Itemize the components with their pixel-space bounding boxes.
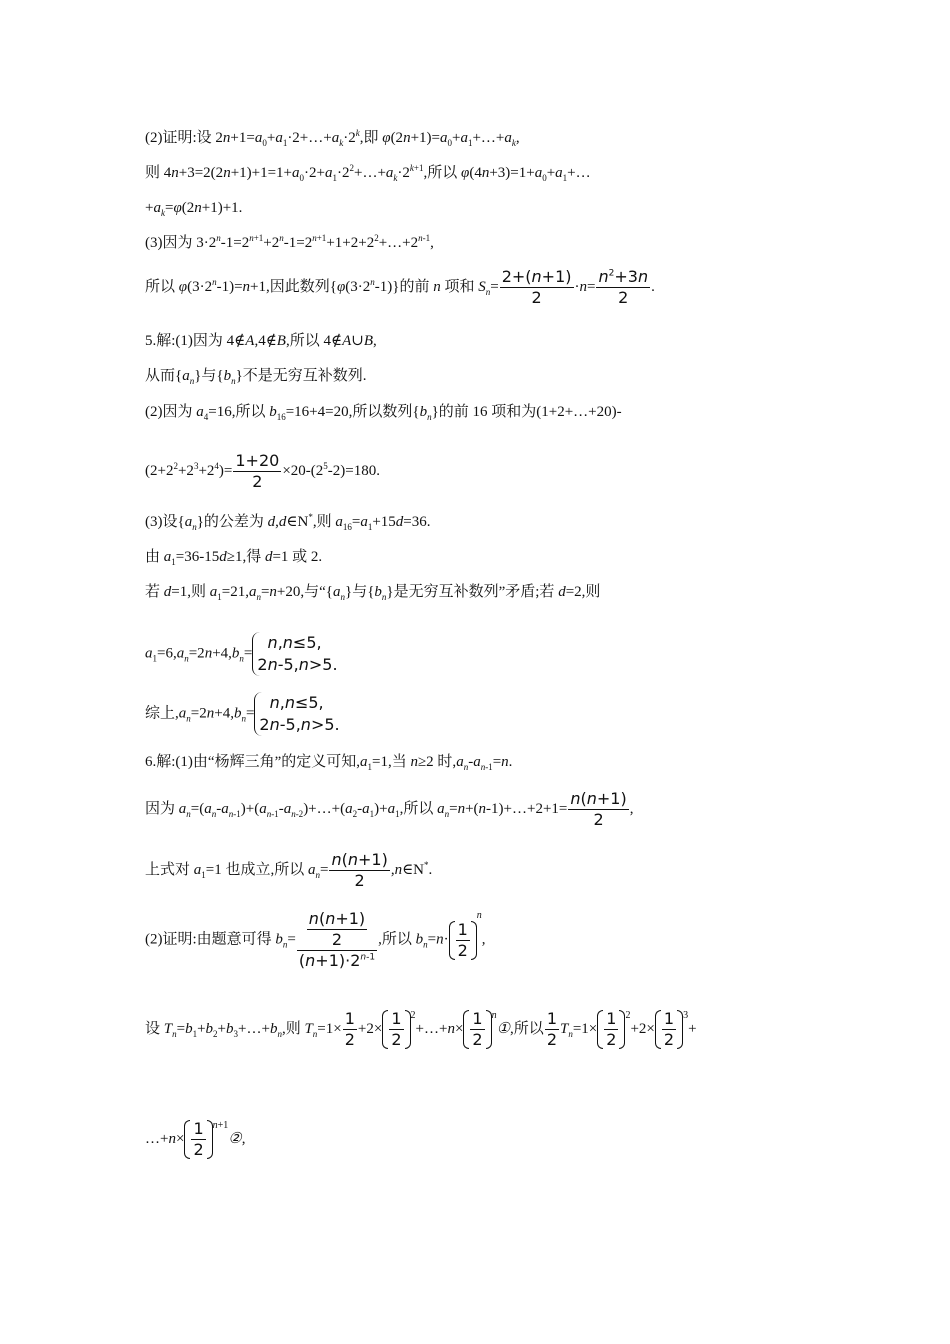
text-line-14: 综上$,a_n=2n+4,b_n=$ n,n≤5, 2n-5,n>5. xyxy=(145,693,340,734)
parenthesized-fraction: $\frac{1}{2}$ xyxy=(463,1010,491,1049)
fraction: $\frac{n^2+3n}{2}$ xyxy=(598,267,649,307)
piecewise-brace: n,n≤5, 2n-5,n>5. xyxy=(254,692,339,736)
parenthesized-fraction: $\frac{1}{2}$ xyxy=(184,1120,212,1159)
text-line-3: $+a_k=\varphi(2n+1)+1$. xyxy=(145,200,243,218)
text-line-12: 若 d=1,则 $a_1=21,a_n=n+20$,与“$\{a_n\}$与$\{b_n\}$是无穷互补数列”矛盾;若 d=2,则 xyxy=(145,584,601,602)
text-line-18: (2)证明:由题意可得 $b_n=$ $\frac{\frac{n(n+1)}{2}}{(n+1)\cdot 2^{n-1}}$ ,所以 $b_n=n\cdot$ $\frac{1}{2}$ $^n$, xyxy=(145,909,486,970)
text-line-9: $(2+2^2+2^3+2^4)=$ $\frac{1+20}{2}$ $\times 20-(2^5-2)=180$. xyxy=(145,451,380,491)
text-line-11: 由 $a_1=36-15d\ge 1$,得 d=1 或 2. xyxy=(145,549,323,567)
text-line-8: (2)因为 $a_4=16$,所以 $b_{16}=16+4=20$,所以数列$\{b_n\}$的前 16 项和为(1+2+…+20)- xyxy=(145,404,622,422)
fraction: $\frac{1+20}{2}$ xyxy=(235,451,280,491)
parenthesized-fraction: $\frac{1}{2}$ xyxy=(597,1010,625,1049)
text-line-17: 上式对 $a_1=1$ 也成立,所以 $a_n=$ $\frac{n(n+1)}{2}$ ,n∈N*. xyxy=(145,850,433,890)
text-line-5: 所以 $\varphi(3\cdot 2^n-1)=n+1$,因此数列$\{\varphi(3\cdot 2^n-1)\}$的前 n 项和 $S_n=$ $\frac{2+(n+1)}{2}$ ·n= $\frac{n^2+3n}{2}$ . xyxy=(145,267,655,307)
text-line-4: (3)因为 $3\cdot 2^n-1=2^{n+1}+2^n-1=2^{n+1}+1+2+2^2+\dots+2^{n-1}$, xyxy=(145,233,434,251)
text-line-16: 因为 $a_n=(a_n-a_{n-1})+(a_{n-1}-a_{n-2})+\dots+(a_2-a_1)+a_1$,所以 $a_n=n+(n-1)+\dots+2+1=$ $\frac{n(n+1)}{2}$ , xyxy=(145,789,634,829)
piecewise-brace: n,n≤5, 2n-5,n>5. xyxy=(252,632,337,676)
text-line-15: 6.解:(1)由“杨辉三角”的定义可知$,a_1=1$,当 n≥2 时$,a_n-a_{n-1}=n$. xyxy=(145,754,513,772)
fraction: $\frac{1}{2}$ xyxy=(546,1009,557,1049)
compound-fraction: $\frac{\frac{n(n+1)}{2}}{(n+1)\cdot 2^{n-1}}$ xyxy=(298,909,376,970)
text-line-13: $a_1=6,a_n=2n+4,b_n=$ n,n≤5, 2n-5,n>5. xyxy=(145,633,338,674)
text-line-19: 设 $T_n=b_1+b_2+b_3+\dots+b_n$,则 $T_n=1\times$ $\frac{1}{2}$ +2× $\frac{1}{2}$ $^2$+…+n× $\frac{1}{2}$ $^n$①,所以 $\frac{1}{2}$ $T_n=1\times$ $\frac{1}{2}$ $^2$+2× $\frac{1}{2}$ $^3$+ xyxy=(145,1009,697,1049)
text-line-2: 则 $4n+3=2(2n+1)+1=1+a_0\cdot 2+a_1\cdot 2^2+\dots+a_k\cdot 2^{k+1}$,所以 $\varphi(4n+3)=1+a_0+a_1+\dots$ xyxy=(145,163,591,183)
fraction: $\frac{2+(n+1)}{2}$ xyxy=(501,267,572,307)
text-line-20: …+n× $\frac{1}{2}$ $^{n+1}$②, xyxy=(145,1119,246,1159)
parenthesized-fraction: $\frac{1}{2}$ xyxy=(655,1010,683,1049)
parenthesized-fraction: $\frac{1}{2}$ xyxy=(449,921,477,960)
text-line-6: 5.解:(1)因为 4∉A,4∉B,所以 4∉A∪B, xyxy=(145,333,377,349)
text-line-1: (2)证明:设 $2n+1=a_0+a_1\cdot 2+\dots+a_k\cdot 2^k$,即 $\varphi(2n+1)=a_0+a_1+\dots+a_k$, xyxy=(145,128,520,148)
fraction: $\frac{n(n+1)}{2}$ xyxy=(331,850,388,890)
parenthesized-fraction: $\frac{1}{2}$ xyxy=(382,1010,410,1049)
text-line-7: 从而$\{a_n\}$与$\{b_n\}$不是无穷互补数列. xyxy=(145,368,367,386)
text-line-10: (3)设$\{a_n\}$的公差为 d,d∈N*,则 $a_{16}=a_1+15d=36$. xyxy=(145,512,431,532)
fraction: $\frac{1}{2}$ xyxy=(344,1009,355,1049)
fraction: $\frac{n(n+1)}{2}$ xyxy=(570,789,627,829)
